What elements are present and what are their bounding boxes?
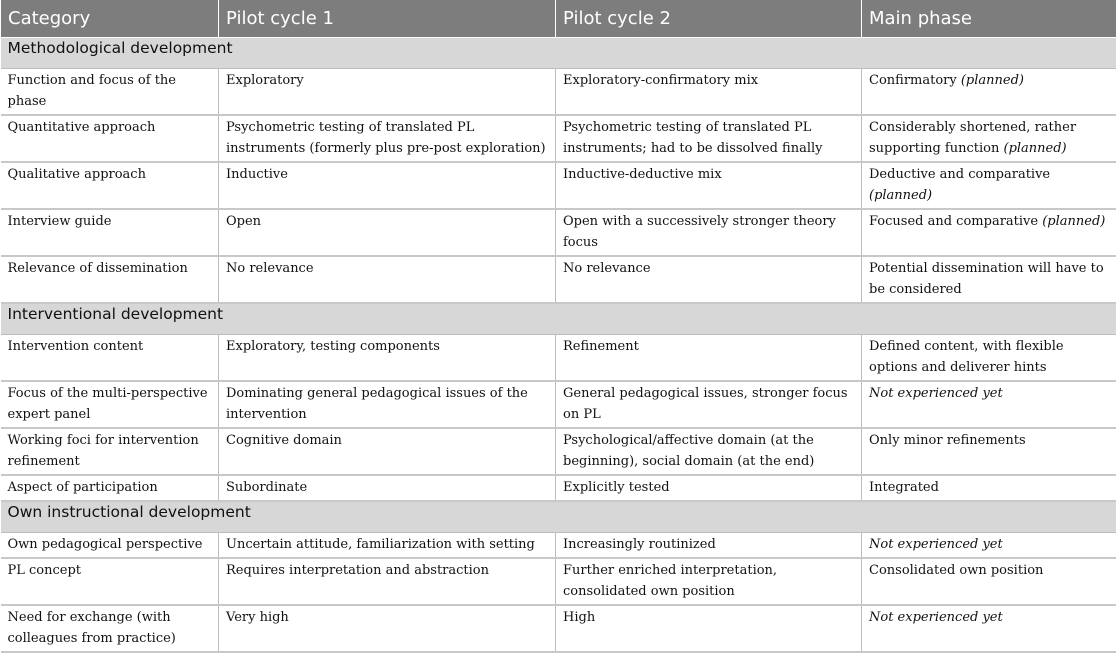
table-row	[1, 475, 1116, 501]
cell-pilot1: Subordinate	[219, 475, 556, 501]
table-row	[1, 256, 1116, 303]
cell-pilot2: Inductive-deductive mix	[556, 162, 862, 209]
cell-main-text: Considerably shortened, rather supporting function	[869, 120, 1076, 156]
cell-pilot2: High	[556, 605, 862, 652]
header-category: Category	[1, 0, 219, 38]
table-row	[1, 69, 1116, 116]
cell-pilot1: Psychometric testing of translated PL instruments (formerly plus pre-post exploration)	[219, 115, 556, 162]
cell-main	[862, 115, 1116, 162]
cell-pilot2: Psychological/affective domain (at the beginning), social domain (at the end)	[556, 428, 862, 475]
section-row	[1, 303, 1116, 335]
cell-main: Defined content, with flexible options and deliverer hints	[862, 335, 1116, 382]
table-row	[1, 428, 1116, 475]
cell-pilot2: Psychometric testing of translated PL instruments; had to be dissolved finally	[556, 115, 862, 162]
cell-main: Not experienced yet	[862, 533, 1116, 559]
cell-pilot1: Inductive	[219, 162, 556, 209]
table-row	[1, 162, 1116, 209]
cell-category: Relevance of dissemination	[1, 256, 219, 303]
cell-pilot1: Dominating general pedagogical issues of the intervention	[219, 381, 556, 428]
cell-main-text: Confirmatory	[869, 73, 957, 88]
section-row	[1, 38, 1116, 69]
cell-category: Focus of the multi-perspective expert panel	[1, 381, 219, 428]
table-row	[1, 605, 1116, 652]
cell-pilot2: Open with a successively stronger theory focus	[556, 209, 862, 256]
cell-main	[862, 162, 1116, 209]
cell-pilot1: Requires interpretation and abstraction	[219, 558, 556, 605]
cell-main-note: (planned)	[961, 73, 1024, 88]
cell-main	[862, 209, 1116, 256]
table-row	[1, 533, 1116, 559]
cell-pilot1: Cognitive domain	[219, 428, 556, 475]
section-title: Own instructional development	[1, 501, 1116, 533]
cell-pilot1: Exploratory	[219, 69, 556, 116]
cell-pilot2: Exploratory-confirmatory mix	[556, 69, 862, 116]
section-title: Methodological development	[1, 38, 1116, 69]
cell-main: Not experienced yet	[862, 605, 1116, 652]
cell-pilot1: Uncertain attitude, familiarization with setting	[219, 533, 556, 559]
cell-category: Working foci for intervention refinement	[1, 428, 219, 475]
cell-pilot2: Explicitly tested	[556, 475, 862, 501]
cell-category: PL concept	[1, 558, 219, 605]
cell-main: Consolidated own position	[862, 558, 1116, 605]
cell-main: Integrated	[862, 475, 1116, 501]
cell-category: Intervention content	[1, 335, 219, 382]
cell-pilot2: Increasingly routinized	[556, 533, 862, 559]
cell-main: Only minor refinements	[862, 428, 1116, 475]
cell-pilot1: Very high	[219, 605, 556, 652]
cell-category: Aspect of participation	[1, 475, 219, 501]
cell-main-text: Focused and comparative	[869, 214, 1038, 229]
cell-main	[862, 69, 1116, 116]
cell-main-note: (planned)	[1004, 141, 1067, 156]
section-row	[1, 501, 1116, 533]
cell-pilot2: General pedagogical issues, stronger focus on PL	[556, 381, 862, 428]
cell-pilot2: Further enriched interpretation, consolidated own position	[556, 558, 862, 605]
table-row	[1, 335, 1116, 382]
cell-category: Need for exchange (with colleagues from practice)	[1, 605, 219, 652]
cell-main-note: (planned)	[869, 188, 932, 203]
cell-category: Quantitative approach	[1, 115, 219, 162]
table-row	[1, 558, 1116, 605]
header-pilot-cycle-2: Pilot cycle 2	[556, 0, 862, 38]
header-row	[1, 0, 1116, 38]
cell-pilot2: No relevance	[556, 256, 862, 303]
section-title: Interventional development	[1, 303, 1116, 335]
cell-pilot2: Refinement	[556, 335, 862, 382]
cell-category: Qualitative approach	[1, 162, 219, 209]
cell-pilot1: Open	[219, 209, 556, 256]
cell-pilot1: No relevance	[219, 256, 556, 303]
header-pilot-cycle-1: Pilot cycle 1	[219, 0, 556, 38]
cell-pilot1: Exploratory, testing components	[219, 335, 556, 382]
cell-main: Potential dissemination will have to be considered	[862, 256, 1116, 303]
cell-category: Own pedagogical perspective	[1, 533, 219, 559]
cell-main-note: (planned)	[1042, 214, 1105, 229]
table-row	[1, 209, 1116, 256]
table-row	[1, 115, 1116, 162]
header-main-phase: Main phase	[862, 0, 1116, 38]
table-row	[1, 381, 1116, 428]
cell-main-text: Deductive and comparative	[869, 167, 1050, 182]
cell-category: Function and focus of the phase	[1, 69, 219, 116]
cell-category: Interview guide	[1, 209, 219, 256]
cell-main: Not experienced yet	[862, 381, 1116, 428]
